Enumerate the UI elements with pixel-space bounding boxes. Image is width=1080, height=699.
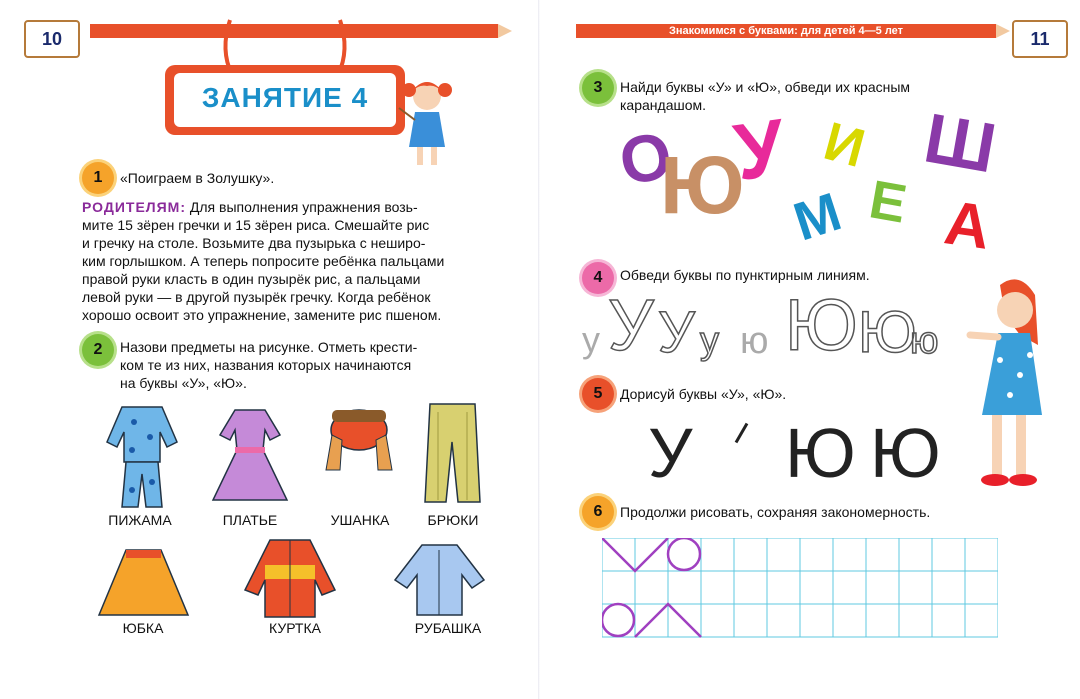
item-label: БРЮКИ bbox=[427, 512, 479, 528]
task5-text: Дорисуй буквы «У», «Ю». bbox=[620, 386, 787, 402]
task-number-3: 3 bbox=[582, 72, 614, 104]
letter-u: У bbox=[728, 101, 791, 198]
lesson-title: ЗАНЯТИЕ 4 bbox=[201, 82, 369, 113]
task3-line: карандашом. bbox=[620, 97, 707, 113]
dress-illustration bbox=[205, 405, 295, 505]
letter-yu: Ю bbox=[660, 140, 745, 231]
task-number-2: 2 bbox=[82, 334, 114, 366]
task-number-1: 1 bbox=[82, 162, 114, 194]
task6-text: Продолжи рисовать, сохраняя закономерность. bbox=[620, 504, 931, 520]
girl-teacher-illustration bbox=[395, 72, 455, 177]
task-number-6: 6 bbox=[582, 496, 614, 528]
pencil-tip-icon bbox=[498, 24, 512, 38]
item-label: ПЛАТЬЕ bbox=[222, 512, 278, 528]
parents-line: ким горлышком. А теперь попросите ребёнка пальцами bbox=[82, 253, 445, 269]
trousers-illustration bbox=[420, 402, 485, 507]
trace-letter: ю bbox=[910, 320, 939, 362]
parents-line: и гречку на столе. Возьмите два пузырька с неширо- bbox=[82, 235, 426, 251]
draw-letter: Ю bbox=[785, 414, 856, 492]
letter-e: Е bbox=[865, 169, 911, 235]
girl-illustration bbox=[960, 275, 1060, 495]
task2-line: ком те из них, названия которых начинаются bbox=[120, 357, 412, 373]
parents-note bbox=[82, 198, 502, 216]
shirt-illustration bbox=[392, 540, 487, 620]
skirt-illustration bbox=[96, 545, 191, 620]
parents-line: Для выполнения упражнения возь- bbox=[189, 199, 418, 215]
item-label: УШАНКА bbox=[330, 512, 390, 528]
header-title: Знакомимся с буквами: для детей 4—5 лет bbox=[668, 25, 904, 37]
letter-a: А bbox=[940, 188, 995, 263]
pajamas-illustration bbox=[102, 402, 182, 512]
task1-text: «Поиграем в Золушку». bbox=[120, 170, 275, 186]
letter-m: М bbox=[786, 181, 849, 253]
trace-letter: Ю bbox=[785, 286, 858, 366]
page-number-right: 11 bbox=[1012, 20, 1068, 58]
task2-line: на буквы «У», «Ю». bbox=[120, 375, 247, 391]
item-label: ЮБКА bbox=[122, 620, 164, 636]
task4-text: Обведи буквы по пунктирным линиям. bbox=[620, 267, 870, 283]
draw-letter: Ю bbox=[870, 414, 941, 492]
trace-letter: У bbox=[608, 286, 654, 366]
parents-line: правой руки класть в один пузырёк рис, а пальцами bbox=[82, 271, 421, 287]
trace-letter: у bbox=[582, 319, 600, 360]
parents-label: РОДИТЕЛЯМ: bbox=[82, 199, 186, 215]
draw-letter: У bbox=[648, 414, 693, 492]
task2-line: Назови предметы на рисунке. Отметь крести- bbox=[120, 339, 418, 355]
jacket-illustration bbox=[240, 535, 340, 620]
task-number-5: 5 bbox=[582, 378, 614, 410]
parents-line: левой руки — в другой пузырёк гречку. Когда ребёнок bbox=[82, 289, 431, 305]
letter-i: И bbox=[817, 110, 871, 180]
item-label: КУРТКА bbox=[269, 620, 321, 636]
right-page bbox=[540, 0, 1080, 699]
ushanka-illustration bbox=[322, 400, 397, 500]
page-number-left: 10 bbox=[24, 20, 80, 58]
trace-letter: у bbox=[700, 320, 719, 362]
trace-letter: У bbox=[658, 300, 695, 365]
item-label: ПИЖАМА bbox=[108, 512, 172, 528]
lesson-sign bbox=[160, 10, 410, 140]
letter-sh: Ш bbox=[918, 98, 1002, 188]
pattern-grid bbox=[602, 538, 998, 638]
letter-o: О bbox=[613, 117, 678, 199]
task3-line: Найди буквы «У» и «Ю», обведи их красным bbox=[620, 79, 911, 95]
trace-letter: ю bbox=[740, 320, 769, 362]
trace-letter: Ю bbox=[858, 300, 917, 365]
parents-line: хорошо освоит это упражнение, замените рис пшеном. bbox=[82, 307, 442, 323]
item-label: РУБАШКА bbox=[414, 620, 482, 636]
pencil-tip-icon bbox=[996, 24, 1010, 38]
parents-line: мите 15 зёрен гречки и 15 зёрен риса. Смешайте рис bbox=[82, 217, 430, 233]
task-number-4: 4 bbox=[582, 262, 614, 294]
